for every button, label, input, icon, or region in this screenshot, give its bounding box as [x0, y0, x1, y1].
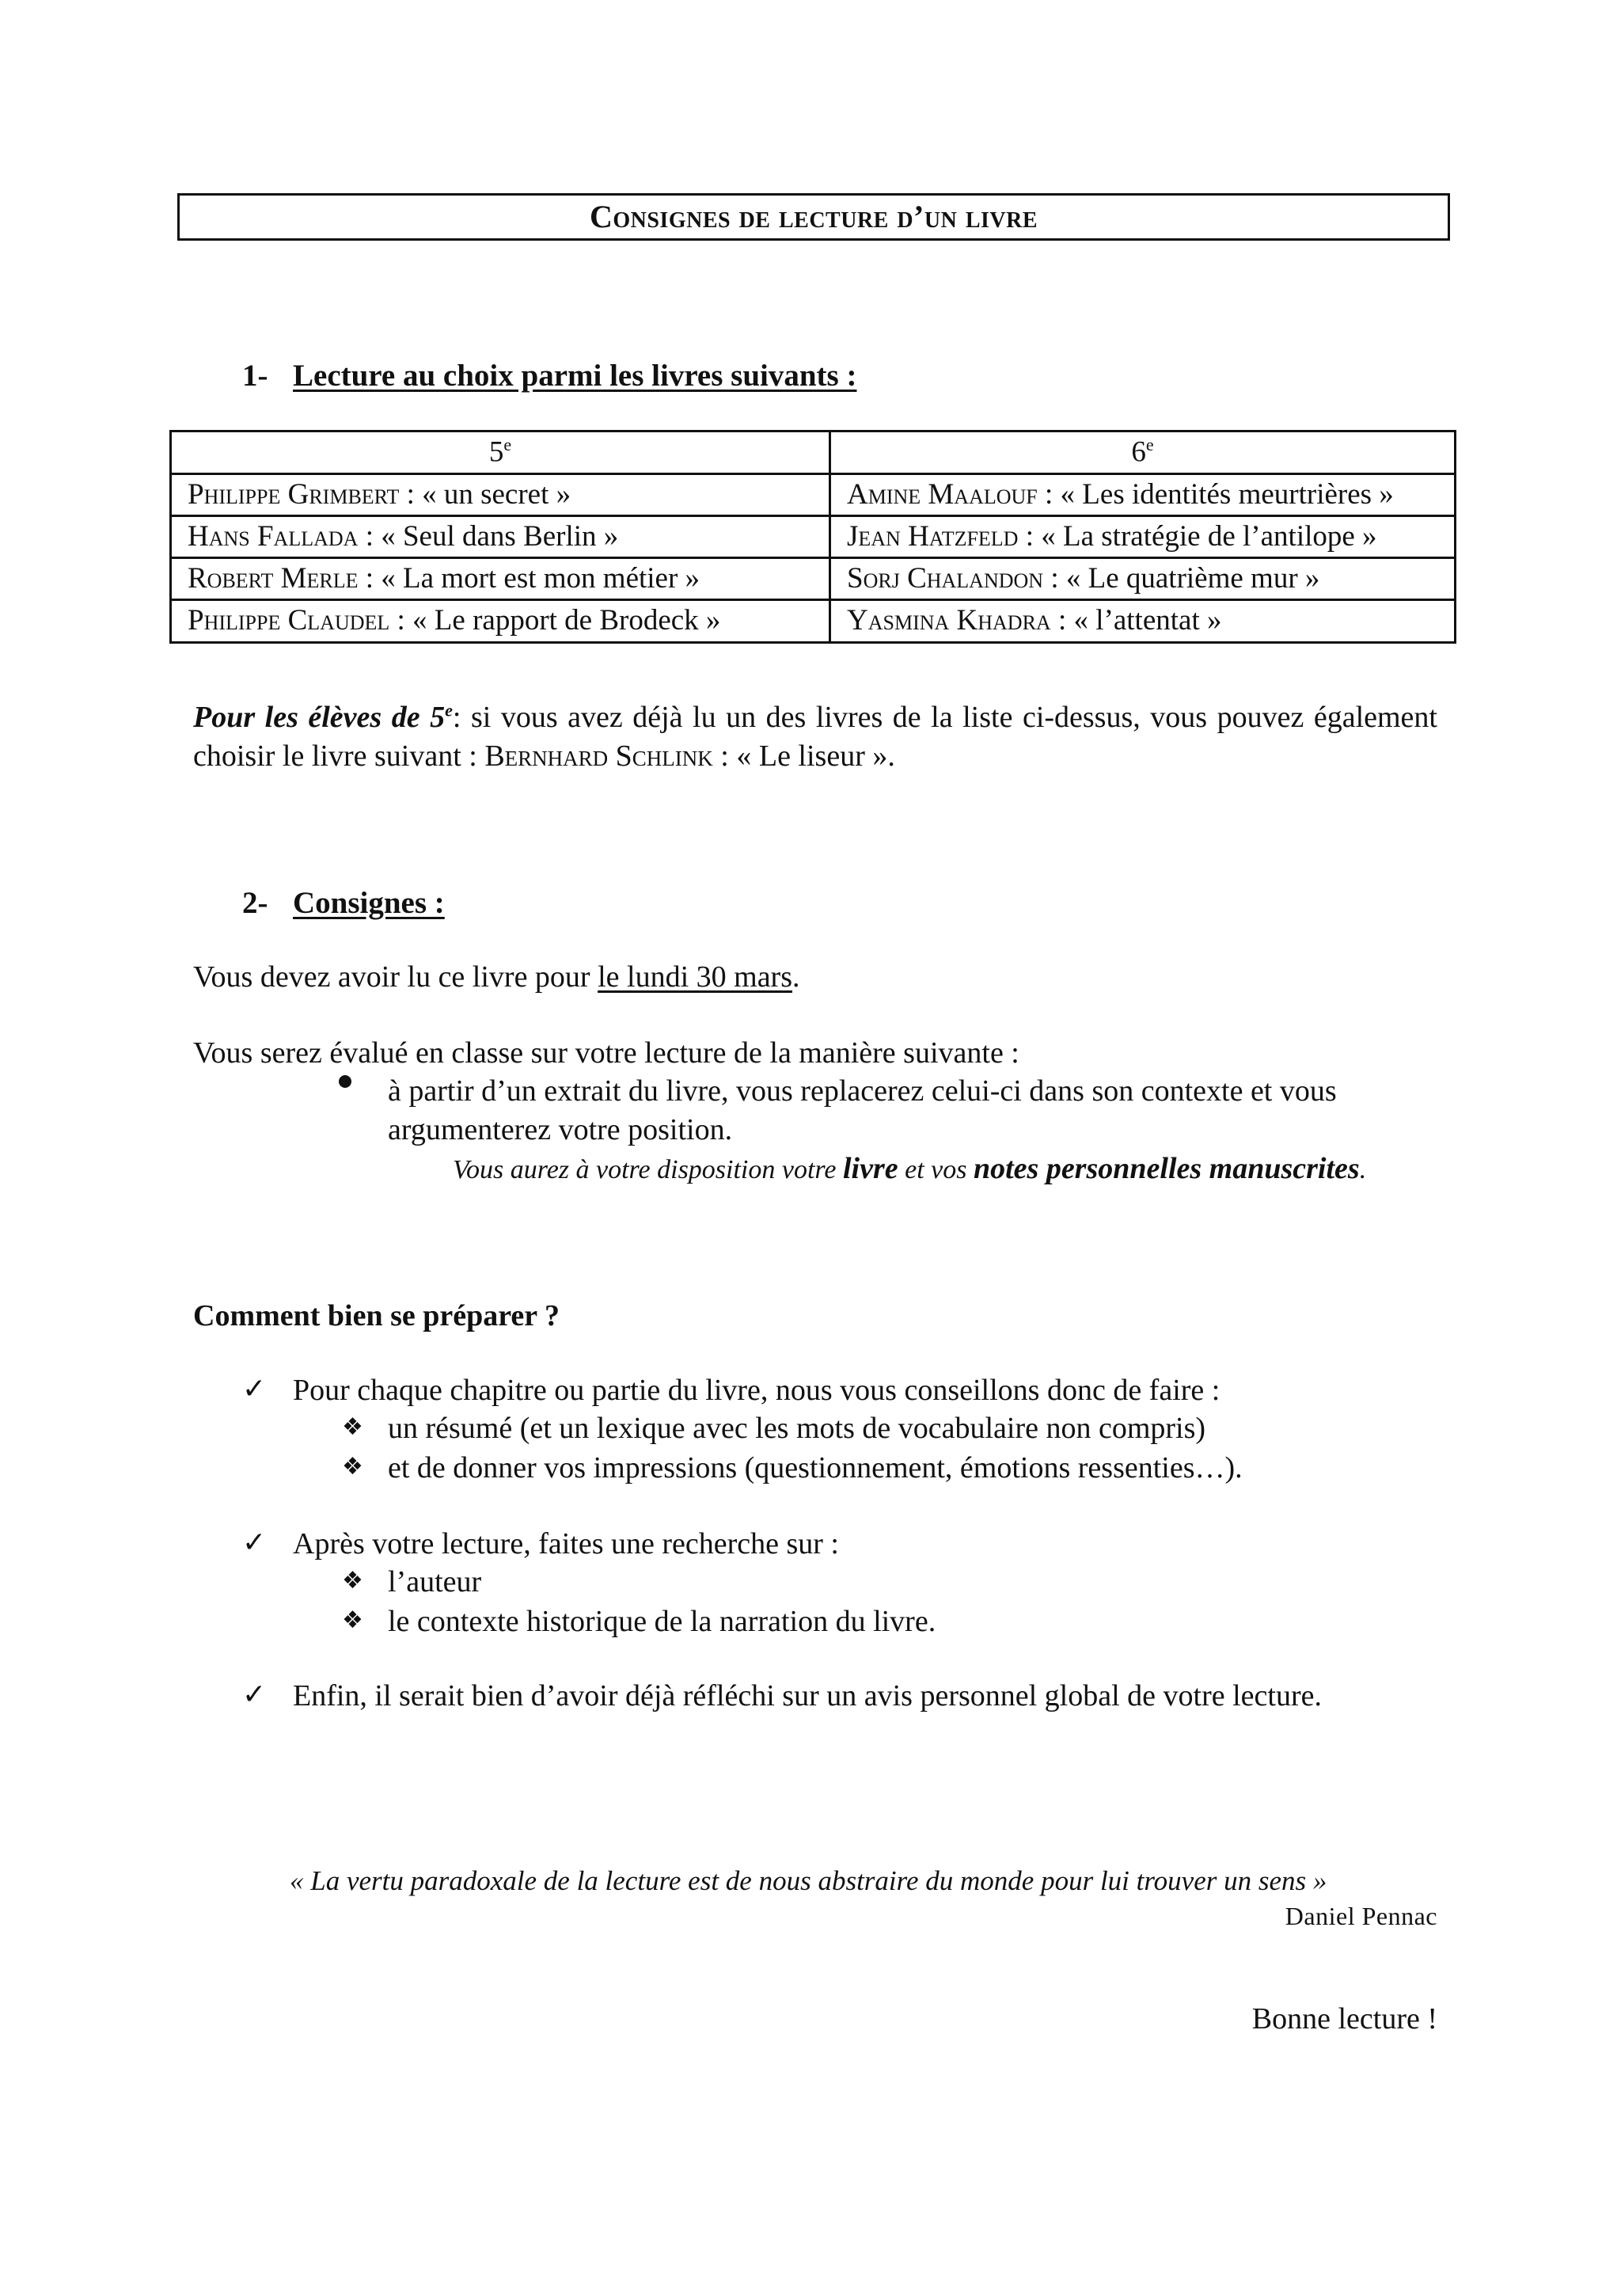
table-row [171, 600, 1456, 642]
evaluation-intro: Vous serez évalué en classe sur votre lecture de la manière suivante : [193, 1036, 1019, 1070]
section-2-number: 2- [242, 886, 268, 920]
section-1-number: 1- [242, 359, 268, 393]
book-cell: Jean Hatzfeld : « La stratégie de l’antilope » [830, 515, 1456, 557]
title-box [177, 193, 1450, 241]
deadline-line: Vous devez avoir lu ce livre pour le lundi 30 mars. [193, 960, 800, 994]
table-header-row [171, 431, 1456, 474]
checkmark-icon: ✓ [242, 1678, 267, 1711]
deadline-date: le lundi 30 mars [598, 960, 792, 994]
evaluation-bullet: à partir d’un extrait du livre, vous replacerez celui-ci dans son contexte et vous argumenterez votre position. [388, 1074, 1337, 1147]
quote-text: « La vertu paradoxale de la lecture est de nous abstraire du monde pour lui trouver un sens » [290, 1865, 1327, 1896]
book-cell: Philippe Grimbert : « un secret » [171, 473, 830, 515]
prepare-item-3: Enfin, il serait bien d’avoir déjà réfléchi sur un avis personnel global de votre lecture. [293, 1679, 1322, 1712]
book-cell: Amine Maalouf : « Les identités meurtrières » [830, 473, 1456, 515]
book-cell: Sorj Chalandon : « Le quatrième mur » [830, 558, 1456, 600]
header-6e: 6e [830, 431, 1456, 474]
note-5e-paragraph: Pour les élèves de 5e: si vous avez déjà lu un des livres de la liste ci-dessus, vous pouvez également choisir le livre suivant : Bernhard Schlink : « Le liseur ». [193, 700, 1437, 774]
section-1-heading [242, 356, 856, 396]
prepare-heading: Comment bien se préparer ? [193, 1299, 560, 1332]
checkmark-icon: ✓ [242, 1526, 267, 1559]
diamond-bullet-icon: ❖ [342, 1606, 363, 1634]
section-1-title: Lecture au choix parmi les livres suivants : [293, 359, 857, 393]
section-2-heading [242, 884, 445, 923]
prepare-item-1-sub-1: un résumé (et un lexique avec les mots de vocabulaire non compris) [388, 1412, 1206, 1445]
book-cell: Philippe Claudel : « Le rapport de Brodeck » [171, 600, 830, 642]
diamond-bullet-icon: ❖ [342, 1567, 363, 1595]
note-5e-lead: Pour les élèves de 5e [193, 700, 453, 734]
page-title: Consignes de lecture d’un livre [589, 199, 1038, 235]
prepare-item-2-sub-1: l’auteur [388, 1565, 482, 1598]
quote-author: Daniel Pennac [1285, 1902, 1437, 1930]
header-5e: 5e [171, 431, 830, 474]
prepare-item-2-sub-2: le contexte historique de la narration du livre. [388, 1605, 936, 1638]
bullet-dot [339, 1075, 351, 1088]
book-cell: Robert Merle : « La mort est mon métier » [171, 558, 830, 600]
table-row [171, 515, 1456, 557]
book-table [169, 430, 1456, 644]
table-row [171, 473, 1456, 515]
table-row [171, 558, 1456, 600]
book-cell: Yasmina Khadra : « l’attentat » [830, 600, 1456, 642]
prepare-item-1: Pour chaque chapitre ou partie du livre, nous vous conseillons donc de faire : [293, 1374, 1220, 1407]
prepare-item-2: Après votre lecture, faites une recherche sur : [293, 1527, 839, 1560]
diamond-bullet-icon: ❖ [342, 1413, 363, 1441]
book-cell: Hans Fallada : « Seul dans Berlin » [171, 515, 830, 557]
diamond-bullet-icon: ❖ [342, 1453, 363, 1481]
checkmark-icon: ✓ [242, 1373, 267, 1405]
evaluation-note: Vous aurez à votre disposition votre livre et vos notes personnelles manuscrites. [453, 1152, 1367, 1185]
note-5e-author: Bernhard Schlink [484, 739, 713, 774]
closing-text: Bonne lecture ! [1251, 2002, 1437, 2036]
prepare-item-1-sub-2: et de donner vos impressions (questionnement, émotions ressenties…). [388, 1451, 1243, 1484]
section-2-title: Consignes : [293, 886, 445, 920]
